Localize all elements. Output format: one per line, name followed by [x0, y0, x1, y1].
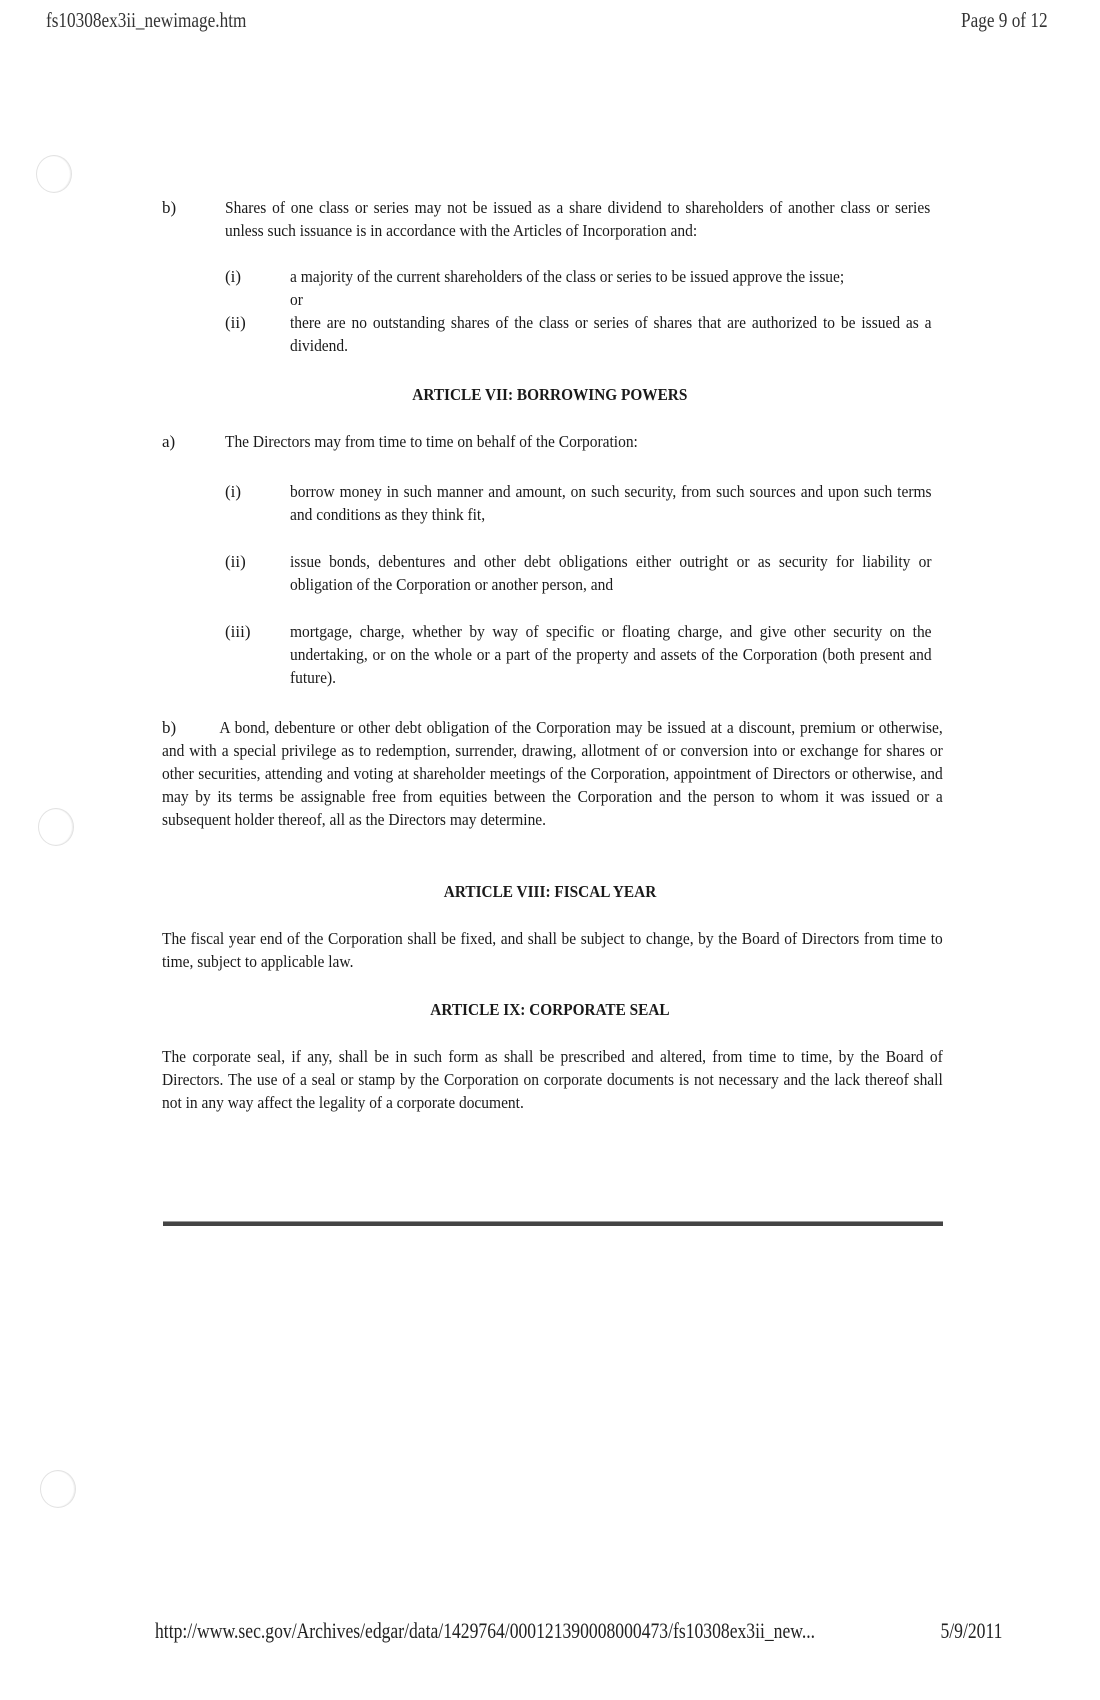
article-7-b-label: b): [162, 718, 177, 737]
shares-or-text: or: [290, 290, 303, 309]
borrow-item-iii-text: mortgage, charge, whether by way of specific or floating charge, and give other security on the undertaking, or on the whole or a part of the property and assets of the Corporation (both present and future).: [290, 622, 932, 687]
article-8-text: The fiscal year end of the Corporation shall be fixed, and shall be subject to change, by the Board of Directors from time to time, subject to applicable law.: [162, 929, 943, 971]
punch-hole-middle: [38, 808, 74, 846]
shares-item-ii-text: there are no outstanding shares of the class or series of shares that are authorized to be issued as a dividend.: [290, 313, 932, 355]
footer-url: http://www.sec.gov/Archives/edgar/data/1429764/000121390008000473/fs10308ex3ii_new...: [155, 1618, 816, 1643]
article-9-text: The corporate seal, if any, shall be in such form as shall be prescribed and altered, from time to time, by the Board of Directors. The use of a seal or stamp by the Corporation on corporate documents is not necessary and the lack thereof shall not in any way affect the legality of a corporate document.: [162, 1047, 943, 1112]
borrow-item-iii-label: (iii): [225, 622, 251, 641]
shares-item-i-label: (i): [225, 267, 242, 286]
article-9-heading: [0, 1000, 1100, 1020]
punch-hole-top: [36, 155, 72, 193]
article-9-heading-text: ARTICLE IX: CORPORATE SEAL: [430, 1000, 670, 1019]
article-7-heading-text: ARTICLE VII: BORROWING POWERS: [412, 385, 688, 404]
borrow-item-i-label: (i): [225, 482, 242, 501]
section-b-label: b): [162, 198, 177, 217]
header-filename: fs10308ex3ii_newimage.htm: [46, 8, 247, 32]
article-8-heading-text: ARTICLE VIII: FISCAL YEAR: [443, 882, 657, 901]
borrow-item-i-text: borrow money in such manner and amount, on such security, from such sources and upon such terms and conditions as they think fit,: [290, 482, 932, 524]
article-8-heading: [0, 882, 1100, 902]
horizontal-rule: [163, 1221, 943, 1226]
article-7-b-text: A bond, debenture or other debt obligation of the Corporation may be issued at a discount, premium or otherwise, and with a special privilege as to redemption, surrender, drawing, allotment of or conversion into or exchange for shares or other securities, attending and voting at shareholder meetings of the Corporation, appointment of Directors or otherwise, and may by its terms be assignable free from equities between the Corporation and the person to whom it was issued or a subsequent holder thereof, all as the Directors may determine.: [162, 718, 943, 829]
shares-item-ii-label: (ii): [225, 313, 246, 332]
article-7-heading: [0, 385, 1100, 405]
article-7-a-text: The Directors may from time to time on behalf of the Corporation:: [225, 432, 638, 451]
shares-item-i-text: a majority of the current shareholders of the class or series to be issued approve the issue;: [290, 267, 845, 286]
punch-hole-bottom: [40, 1470, 76, 1508]
borrow-item-ii-text: issue bonds, debentures and other debt obligations either outright or as security for liability or obligation of the Corporation or another person, and: [290, 552, 932, 594]
footer-date: 5/9/2011: [940, 1618, 1002, 1643]
article-7-a-label: a): [162, 432, 176, 451]
header-page-indicator: Page 9 of 12: [961, 8, 1048, 32]
section-b-text: Shares of one class or series may not be issued as a share dividend to shareholders of another class or series unless such issuance is in accordance with the Articles of Incorporation and:: [225, 198, 931, 240]
borrow-item-ii-label: (ii): [225, 552, 246, 571]
